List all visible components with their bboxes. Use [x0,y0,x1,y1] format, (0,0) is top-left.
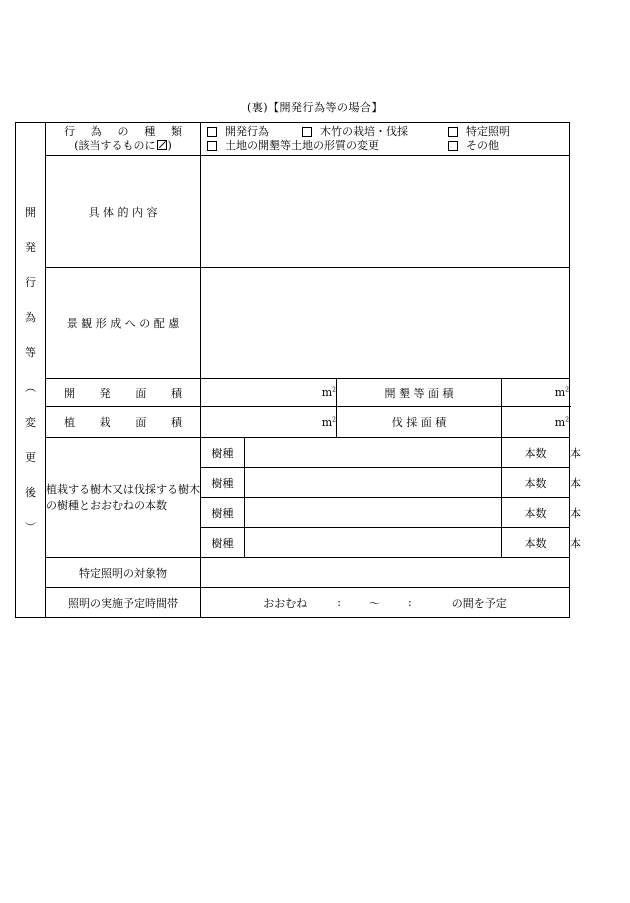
landscape-field[interactable] [201,268,570,379]
checked-box-icon [157,140,167,150]
checkbox-icon[interactable] [207,127,217,137]
option-development[interactable]: 開発行為 [207,125,302,139]
tree-description-label: 植栽する樹木又は伐採する樹木の樹種とおおむねの本数 [46,438,201,558]
species-label: 樹種 [201,468,245,498]
plant-area-label-char: 栽 [99,416,111,429]
species-field[interactable] [245,438,502,468]
dev-area-label [46,385,200,401]
dev-area-label-char: 積 [170,386,182,400]
kind-label-char: 為 [90,125,102,138]
plant-area-field[interactable]: $m^2$ [201,407,337,438]
logging-area-field[interactable]: $m^2$ [502,407,570,438]
lighting-target-label: 特定照明の対象物 [46,558,201,588]
kind-label-cell [46,123,201,156]
species-label: 樹種 [201,528,245,558]
count-label: 本数 [502,468,570,498]
side-label-char: ︶ [25,521,36,534]
kind-label-char: の [117,125,129,138]
reclaim-area-label: 開 墾 等 面 積 [337,379,502,407]
side-label-char: 為 [25,311,36,324]
species-label: 樹種 [201,498,245,528]
lighting-time-label: 照明の実施予定時間帯 [46,588,201,618]
kind-options-cell [201,123,570,156]
page-title: (裏)【開発行為等の場合】 [246,101,384,114]
option-other[interactable]: その他 [448,139,499,153]
logging-area-label: 伐 採 面 積 [337,407,502,438]
kind-label-char: 類 [171,125,182,138]
option-lighting[interactable]: 特定照明 [448,125,510,139]
lighting-time-tilde: 〜 [369,596,380,610]
side-label-char: 後 [25,486,36,499]
count-label: 本数 [502,498,570,528]
dev-area-field[interactable]: $m^2$ [201,379,337,407]
lighting-time-colon-end: : [408,596,412,609]
kind-label-char: 行 [64,125,75,138]
plant-area-label-char: 面 [135,416,147,429]
species-field[interactable] [245,468,502,498]
checkbox-icon[interactable] [448,141,458,151]
dev-area-label-cell [46,379,201,407]
kind-label-line1 [46,125,200,139]
side-label-char: 変 [25,416,36,429]
side-label-char: ︵ [25,381,36,394]
species-label: 樹種 [201,438,245,468]
lighting-time-suffix: の間を予定 [451,596,507,610]
dev-area-label-char: 開 [64,386,75,400]
option-land-reclaim[interactable]: 土地の開墾等土地の形質の変更 [207,139,448,153]
option-tree-planting[interactable]: 木竹の栽培・伐採 [302,125,448,139]
side-label [16,195,45,545]
plant-area-label-char: 積 [170,416,182,429]
checkbox-icon[interactable] [207,141,217,151]
dev-area-label-char: 発 [99,386,111,400]
development-form-table: 開 発 行 為 等 ︵ 変 更 後 ︶ 行 為 の 種 類 (該当するものに ) 開発行為 木竹の栽培・伐採 特定照明 土地の開墾等土地の形質の変更 その他 具 体 的 内 容 景 観 形 成 へ の 配 慮 開 発 面 積 $m^2$ 開 墾 等 面 積 $m^2$ 植 栽 面 積 $m^2$ 伐 採 面 積 $m^2$ 植栽する樹木又は伐採する樹木の樹種とおおむねの本数 樹種 本数 本 樹種 本数 本 樹種 本数 本 樹種 本数 本 特定照明の対象物 照明の実施予定時間帯 おおむね : 〜 : の間を予定 [15,122,570,618]
kind-label-char: 種 [144,125,156,138]
plant-area-label [46,414,200,430]
checkbox-icon[interactable] [302,127,312,137]
dev-area-label-char: 面 [135,386,147,400]
checkbox-icon[interactable] [448,127,458,137]
count-label: 本数 [502,438,570,468]
lighting-target-field[interactable] [201,558,570,588]
count-label: 本数 [502,528,570,558]
species-field[interactable] [245,498,502,528]
plant-area-label-cell [46,407,201,438]
landscape-label: 景 観 形 成 へ の 配 慮 [46,268,201,379]
side-label-cell [16,123,46,618]
side-label-char: 発 [25,241,36,254]
side-label-char: 更 [25,451,36,464]
side-label-char: 等 [25,346,36,359]
lighting-time-colon-start: : [337,596,341,609]
content-label: 具 体 的 内 容 [46,156,201,268]
kind-label-line2: (該当するものに ) [74,139,172,152]
species-field[interactable] [245,528,502,558]
side-label-char: 開 [25,206,36,219]
lighting-time-field[interactable] [201,588,570,618]
content-field[interactable] [201,156,570,268]
reclaim-area-field[interactable]: $m^2$ [502,379,570,407]
side-label-char: 行 [25,276,36,289]
plant-area-label-char: 植 [64,416,75,429]
lighting-time-prefix: おおむね [263,596,308,610]
